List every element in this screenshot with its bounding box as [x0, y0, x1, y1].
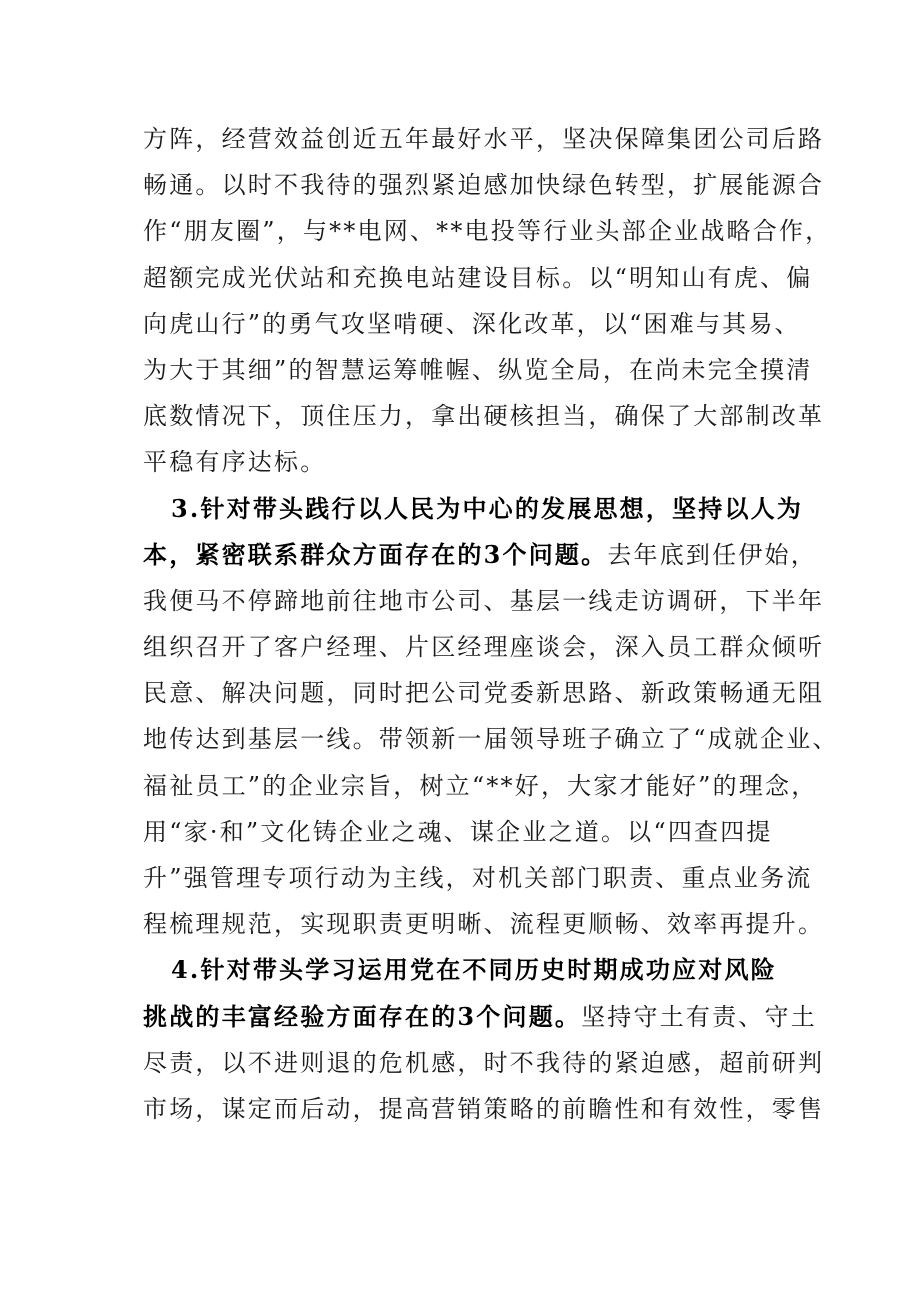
text-line: 我便马不停蹄地前往地市公司、基层一线走访调研，下半年 [143, 586, 825, 615]
paragraph-continuation [143, 116, 832, 486]
text-fragment: 坚持守土有责、守土 [581, 1002, 817, 1031]
text-line: 用“家·和”文化铸企业之魂、谋企业之道。以“四查四提 [143, 817, 773, 846]
text-line [143, 532, 817, 578]
text-line: 程梳理规范，实现职责更明晰、流程更顺畅、效率再提升。 [143, 910, 825, 939]
text-line: 畅通。以时不我待的强烈紧迫感加快绿色转型，扩展能源合 [143, 171, 825, 200]
text-line: 组织召开了客户经理、片区经理座谈会，深入员工群众倾听 [143, 633, 825, 662]
text-line: 民意、解决问题，同时把公司党委新思路、新政策畅通无阻 [143, 679, 825, 708]
text-line: 地传达到基层一线。带领新一届领导班子确立了“成就企业、 [143, 725, 839, 754]
text-line: 底数情况下，顶住压力，拿出硬核担当，确保了大部制改革 [143, 402, 825, 431]
text-line: 平稳有序达标。 [143, 448, 327, 477]
text-line: 为大于其细”的智慧运筹帷幄、纵览全局，在尚未完全摸清 [143, 355, 813, 384]
section-heading-4: 4.针对带头学习运用党在不同历史时期成功应对风险 [171, 955, 777, 985]
text-line: 市场，谋定而后动，提高营销策略的前瞻性和有效性，零售 [143, 1094, 825, 1123]
text-line: 作“朋友圈”，与**电网、**电投等行业头部企业战略合作， [143, 217, 832, 246]
text-line: 方阵，经营效益创近五年最好水平，坚决保障集团公司后路 [143, 125, 825, 153]
text-line: 尽责，以不进则退的危机感，时不我待的紧迫感，超前研判 [143, 1048, 825, 1077]
text-line [143, 994, 817, 1040]
text-line: 超额完成光伏站和充换电站建设目标。以“明知山有虎、偏 [143, 263, 813, 292]
paragraph-item-4 [143, 947, 825, 1132]
document-body [143, 116, 839, 1132]
paragraph-item-3 [143, 486, 839, 948]
section-heading-3-continued: 本，紧密联系群众方面存在的3个问题。 [143, 539, 608, 569]
text-line: 升”强管理专项行动为主线，对机关部门职责、重点业务流 [143, 864, 813, 892]
section-heading-4-continued: 挑战的丰富经验方面存在的3个问题。 [143, 1001, 582, 1031]
text-line: 福祉员工”的企业宗旨，树立“**好，大家才能好”的理念， [143, 771, 818, 800]
section-heading-3: 3.针对带头践行以人民为中心的发展思想，坚持以人为 [171, 493, 804, 523]
text-line: 向虎山行”的勇气攻坚啃硬、深化改革，以“困难与其易、 [143, 309, 801, 338]
text-fragment: 去年底到任伊始， [607, 540, 817, 569]
